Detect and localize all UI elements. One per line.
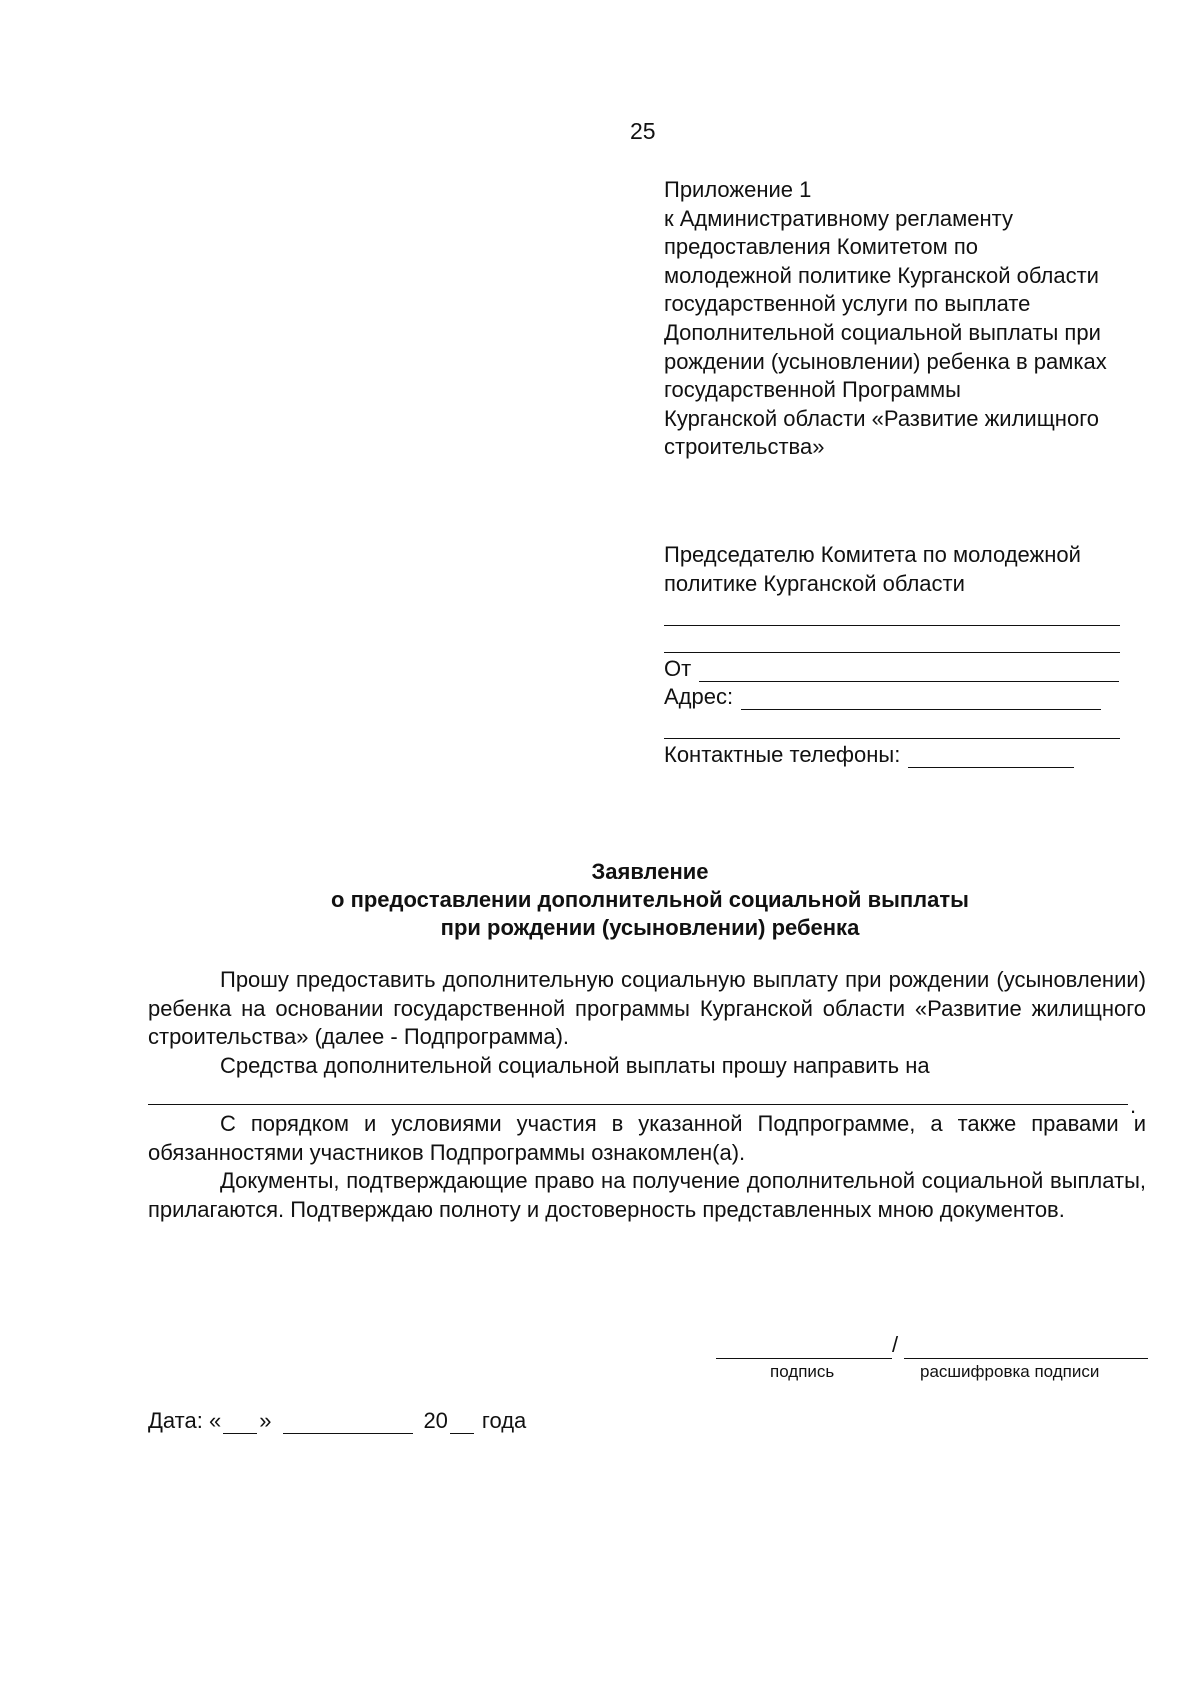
address-field[interactable] [741,687,1101,710]
body-paragraph: Документы, подтверждающие право на получение дополнительной социальной выплаты, прилагаются. Подтверждаю полноту и достоверность представленных мною документов. [148,1168,1146,1222]
appendix-line: Дополнительной социальной выплаты при [664,319,1101,345]
date-label: Дата: « [148,1408,222,1433]
from-label: От [664,656,692,681]
signature-field[interactable] [716,1358,892,1359]
addressee-line: политике Курганской области [664,570,965,596]
appendix-line: государственной Программы [664,377,961,403]
signature-separator: / [892,1332,899,1357]
appendix-line: Приложение 1 [664,177,812,202]
appendix-line: рождении (усыновлении) ребенка в рамках [664,348,1107,374]
address-field-2[interactable] [664,738,1120,739]
addressee-name-field[interactable] [664,625,1120,626]
page-number: 25 [630,118,656,144]
title-line: Заявление [591,859,709,884]
title-line: о предоставлении дополнительной социальной выплаты [331,887,969,912]
signature-decoding-field[interactable] [904,1358,1148,1359]
appendix-line: строительства» [664,434,825,460]
period-mark: . [1130,1093,1137,1118]
date-day-field[interactable] [223,1413,257,1434]
date-year-word: года [481,1408,527,1433]
from-field[interactable] [699,659,1119,682]
addressee-block [664,541,1164,598]
date-year-field[interactable] [450,1413,474,1434]
signature-decoding-label: расшифровка подписи [920,1362,1100,1381]
phones-label: Контактные телефоны: [664,742,901,767]
document-title [200,858,1100,942]
phones-row [664,742,1074,768]
address-label: Адрес: [664,684,734,709]
date-month-field[interactable] [283,1413,413,1434]
appendix-line: государственной услуги по выплате [664,291,1031,317]
from-row [664,656,1119,682]
date-century: 20 [423,1408,448,1433]
body-paragraph: Средства дополнительной социальной выплаты прошу направить на [220,1052,930,1078]
addressee-name-field-2[interactable] [664,652,1120,653]
signature-label: подпись [770,1362,835,1381]
body-paragraph: Прошу предоставить дополнительную социальную выплату при рождении (усыновлении) ребенка на основании государственной программы Курганской области «Развитие жилищного строительства» (далее - Подпрограмма). [148,967,1146,1049]
appendix-line: молодежной политике Курганской области [664,262,1099,288]
appendix-header [664,176,1164,462]
body-paragraph: С порядком и условиями участия в указанной Подпрограмме, а также правами и обязанностями участников Подпрограммы ознакомлен(а). [148,1111,1146,1165]
appendix-line: Курганской области «Развитие жилищного [664,405,1099,431]
payment-direction-field[interactable] [148,1104,1128,1105]
title-line: при рождении (усыновлении) ребенка [440,915,860,940]
application-body-2 [148,1110,1146,1224]
date-close-quote: » [259,1408,272,1433]
address-row [664,684,1101,710]
date-row [148,1408,526,1434]
appendix-line: к Административному регламенту [664,205,1014,231]
appendix-line: предоставления Комитетом по [664,234,979,260]
phones-field[interactable] [908,745,1074,768]
addressee-line: Председателю Комитета по молодежной [664,542,1081,567]
application-body [148,966,1146,1080]
